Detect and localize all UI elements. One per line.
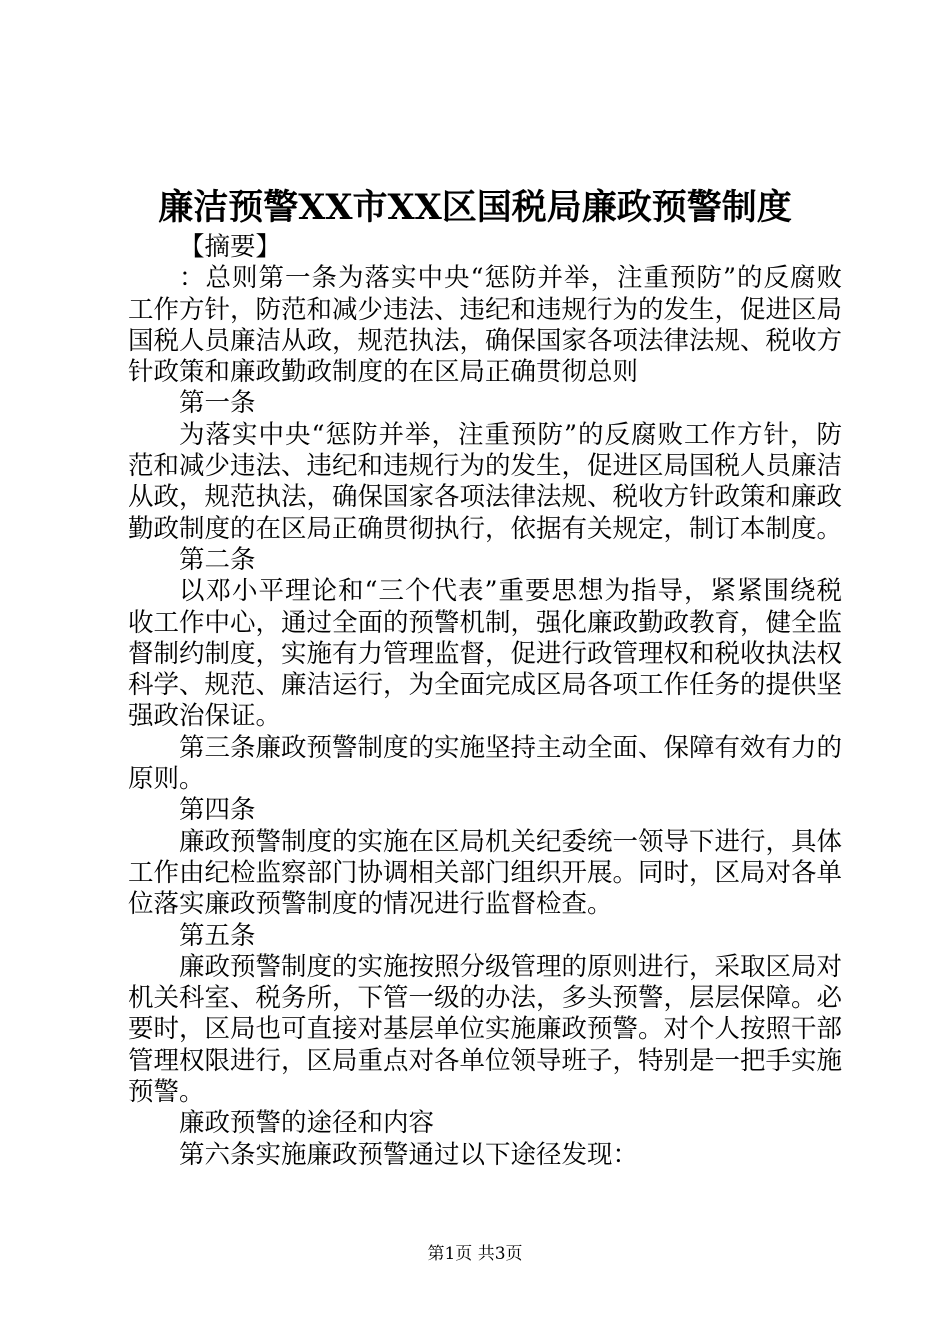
paragraph-article-1-heading: 第一条 bbox=[179, 388, 256, 419]
paragraph-article-1-text: 为落实中央“惩防并举，注重预防”的反腐败工作方针，防范和减少违法、违纪和违规行为的发生，促进区局国税人员廉洁从政，规范执法，确保国家各项法律法规、税收方针政策和廉政勤政制度的在区局正确贯彻执行，依据有关规定，制订本制度。 bbox=[128, 419, 843, 544]
paragraph-article-4-heading: 第四条 bbox=[179, 795, 256, 826]
page-footer: 第1页 共3页 bbox=[427, 1244, 523, 1264]
paragraph-abstract-label: 【摘要】 bbox=[179, 232, 282, 262]
paragraph-article-3: 第三条廉政预警制度的实施坚持主动全面、保障有效有力的原则。 bbox=[128, 732, 843, 795]
paragraph-article-5-heading: 第五条 bbox=[179, 920, 256, 951]
paragraph-article-6: 第六条实施廉政预警通过以下途径发现： bbox=[179, 1139, 639, 1170]
paragraph-article-2-text: 以邓小平理论和“三个代表”重要思想为指导，紧紧围绕税收工作中心，通过全面的预警机制，强化廉政勤政教育，健全监督制约制度，实施有力管理监督，促进行政管理权和税收执法权科学、规范、廉洁运行，为全面完成区局各项工作任务的提供坚强政治保证。 bbox=[128, 576, 843, 732]
paragraph-section-heading: 廉政预警的途径和内容 bbox=[179, 1108, 435, 1139]
document-body bbox=[128, 232, 842, 1171]
document-title: 廉洁预警XX市XX区国税局廉政预警制度 bbox=[158, 187, 792, 228]
paragraph-article-2-heading: 第二条 bbox=[179, 544, 256, 575]
paragraph-article-4-text: 廉政预警制度的实施在区局机关纪委统一领导下进行，具体工作由纪检监察部门协调相关部门组织开展。同时，区局对各单位落实廉政预警制度的情况进行监督检查。 bbox=[128, 826, 843, 920]
paragraph-article-5-text: 廉政预警制度的实施按照分级管理的原则进行，采取区局对机关科室、税务所，下管一级的办法，多头预警，层层保障。必要时，区局也可直接对基层单位实施廉政预警。对个人按照干部管理权限进行，区局重点对各单位领导班子，特别是一把手实施预警。 bbox=[128, 951, 843, 1108]
paragraph-abstract-text: ：总则第一条为落实中央“惩防并举，注重预防”的反腐败工作方针，防范和减少违法、违纪和违规行为的发生，促进区局国税人员廉洁从政，规范执法，确保国家各项法律法规、税收方针政策和廉政勤政制度的在区局正确贯彻总则 bbox=[128, 263, 843, 388]
